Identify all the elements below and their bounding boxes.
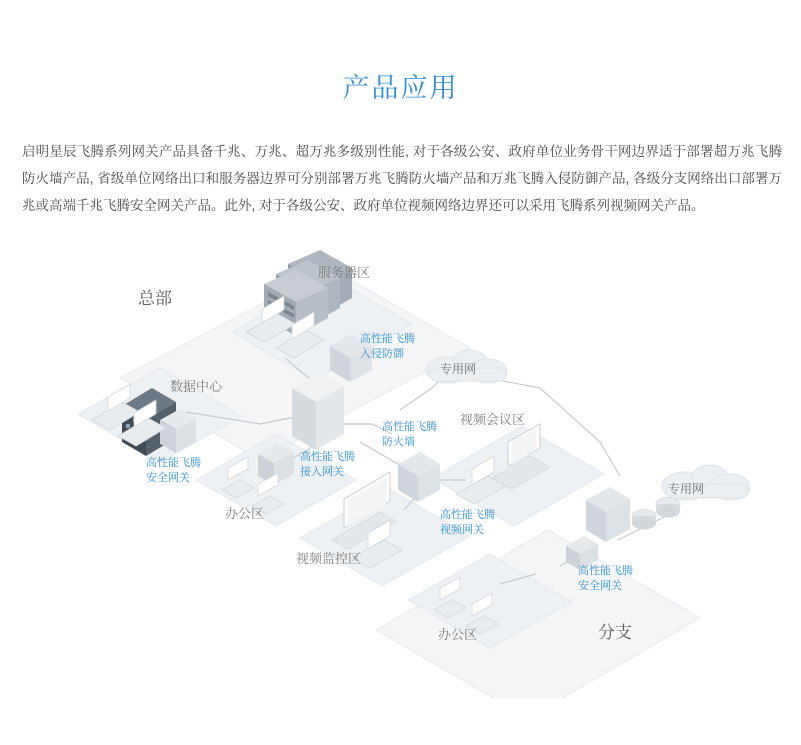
device-label-video-gateway bbox=[440, 508, 495, 538]
device-label-video-gateway-line2: 视频网关 bbox=[440, 523, 484, 536]
zone-label-server-zone: 服务器区 bbox=[318, 265, 371, 280]
zone-label-branch: 分支 bbox=[598, 623, 632, 642]
device-label-security-gateway-branch bbox=[578, 564, 633, 594]
device-label-security-gateway-hq-line1: 高性能飞腾 bbox=[146, 457, 201, 469]
topology-graphics bbox=[0, 228, 801, 698]
video-gateway-icon bbox=[398, 452, 440, 502]
branch-security-gateway-icon bbox=[586, 487, 630, 542]
device-label-firewall bbox=[382, 420, 437, 450]
cloud-label-private-network-right: 专用网 bbox=[668, 482, 705, 496]
cloud-label-private-network-top: 专用网 bbox=[440, 362, 477, 376]
firewall-device-icon bbox=[292, 372, 344, 450]
device-label-security-gateway-branch-line1: 高性能飞腾 bbox=[578, 565, 633, 577]
zone-label-data-center: 数据中心 bbox=[170, 379, 223, 394]
zone-label-office-branch: 办公区 bbox=[438, 627, 478, 642]
branch-router-icons bbox=[632, 498, 680, 530]
zone-label-video-surveillance: 视频监控区 bbox=[296, 551, 362, 566]
device-label-firewall-line2: 防火墙 bbox=[382, 435, 415, 448]
zone-label-headquarters: 总部 bbox=[138, 289, 172, 308]
intro-paragraph: 启明星辰飞腾系列网关产品具备千兆、万兆、超万兆多级别性能, 对于各级公安、政府单位业务骨干网边界适于部署超万兆飞腾防火墙产品, 省级单位网络出口和服务器边界可分别部署万兆飞腾防火墙产品和万兆飞腾入侵防御产品, 各级分支网络出口部署万兆或高端千兆飞腾安全网关产品。此外, 对于各级公安、政府单位视频网络边界还可以采用飞腾系列视频网关产品。 bbox=[22, 143, 782, 213]
zone-label-office-hq: 办公区 bbox=[225, 506, 265, 521]
device-label-video-gateway-line1: 高性能飞腾 bbox=[440, 509, 495, 521]
device-label-firewall-line1: 高性能飞腾 bbox=[382, 421, 437, 433]
device-label-security-gateway-hq bbox=[146, 456, 201, 486]
page-title: 产品应用 bbox=[342, 73, 459, 104]
device-label-access-gateway bbox=[300, 450, 355, 480]
device-label-ips-line1: 高性能飞腾 bbox=[360, 333, 415, 345]
device-label-security-gateway-branch-line2: 安全网关 bbox=[578, 579, 622, 592]
network-topology-diagram bbox=[0, 228, 801, 698]
device-label-access-gateway-line2: 接入网关 bbox=[300, 465, 344, 478]
zone-label-video-conference: 视频会议区 bbox=[460, 412, 526, 427]
device-label-ips bbox=[360, 332, 415, 362]
device-label-security-gateway-hq-line2: 安全网关 bbox=[146, 471, 190, 484]
device-label-access-gateway-line1: 高性能飞腾 bbox=[300, 451, 355, 463]
device-label-ips-line2: 入侵防御 bbox=[360, 347, 404, 360]
